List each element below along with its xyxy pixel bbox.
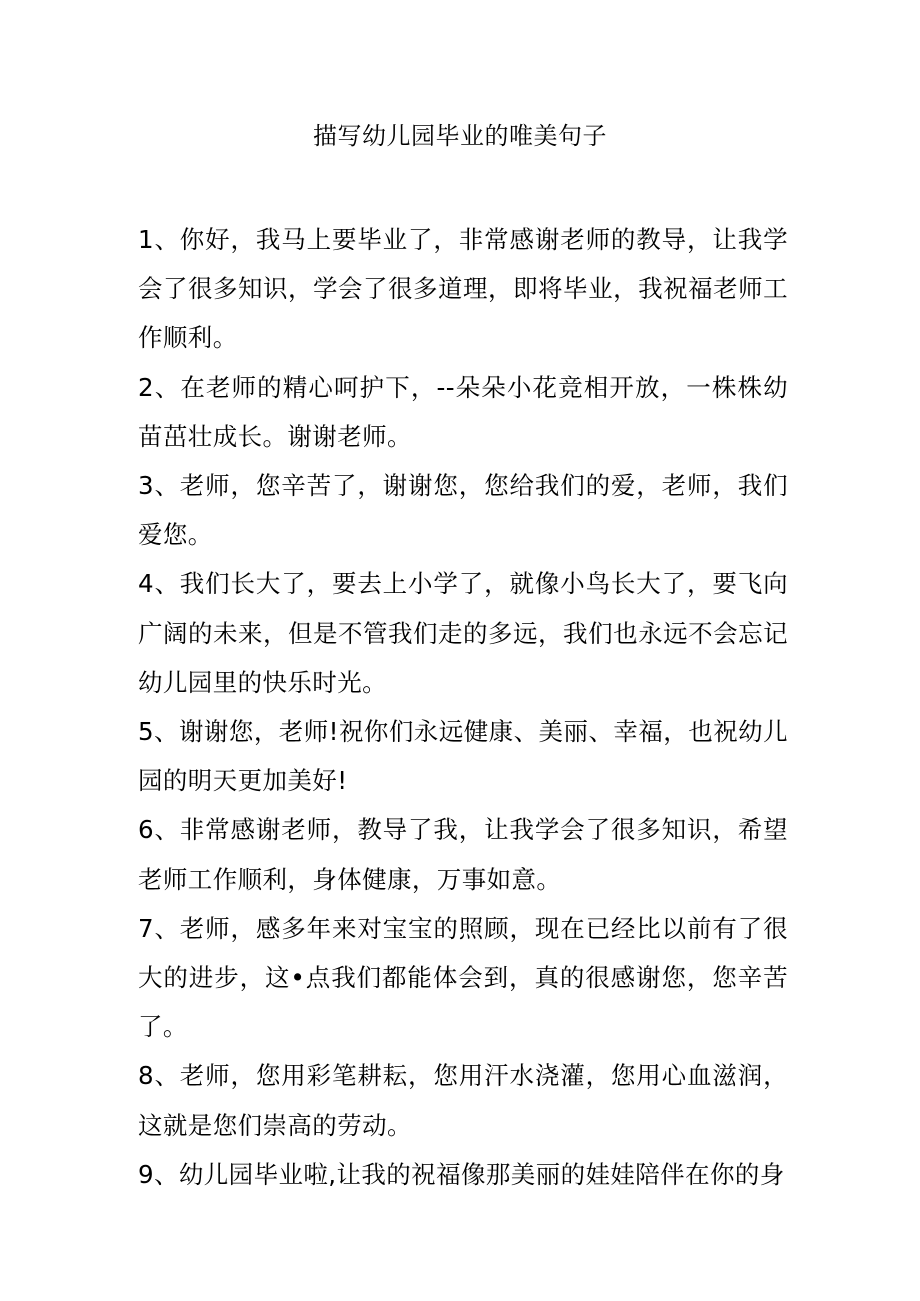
paragraph-7: 7、老师，感多年来对宝宝的照顾，现在已经比以前有了很大的进步，这•点我们都能体会到，真的很感谢您，您辛苦了。 (138, 913, 788, 1042)
paragraph-1: 1、你好，我马上要毕业了，非常感谢老师的教导，让我学会了很多知识，学会了很多道理，即将毕业，我祝福老师工作顺利。 (138, 225, 788, 353)
document-title: 描写幼儿园毕业的唯美句子 (313, 122, 607, 150)
paragraph-5: 5、谢谢您，老师!祝你们永远健康、美丽、幸福，也祝幼儿园的明天更加美好! (138, 717, 788, 796)
paragraph-8: 8、老师，您用彩笔耕耘，您用汗水浇灌，您用心血滋润，这就是您们崇高的劳动。 (138, 1061, 788, 1140)
paragraph-4: 4、我们长大了，要去上小学了，就像小鸟长大了，要飞向广阔的未来，但是不管我们走的多远，我们也永远不会忘记幼儿园里的快乐时光。 (138, 569, 788, 697)
document-body (138, 215, 788, 1199)
paragraph-2: 2、在老师的精心呵护下，--朵朵小花竞相开放，一株株幼苗茁壮成长。谢谢老师。 (138, 372, 788, 451)
paragraph-6: 6、非常感谢老师，教导了我，让我学会了很多知识，希望老师工作顺利，身体健康，万事如意。 (138, 815, 788, 894)
paragraph-9: 9、幼儿园毕业啦,让我的祝福像那美丽的娃娃陪伴在你的身 (138, 1159, 785, 1189)
paragraph-3: 3、老师，您辛苦了，谢谢您，您给我们的爱，老师，我们爱您。 (138, 471, 788, 550)
